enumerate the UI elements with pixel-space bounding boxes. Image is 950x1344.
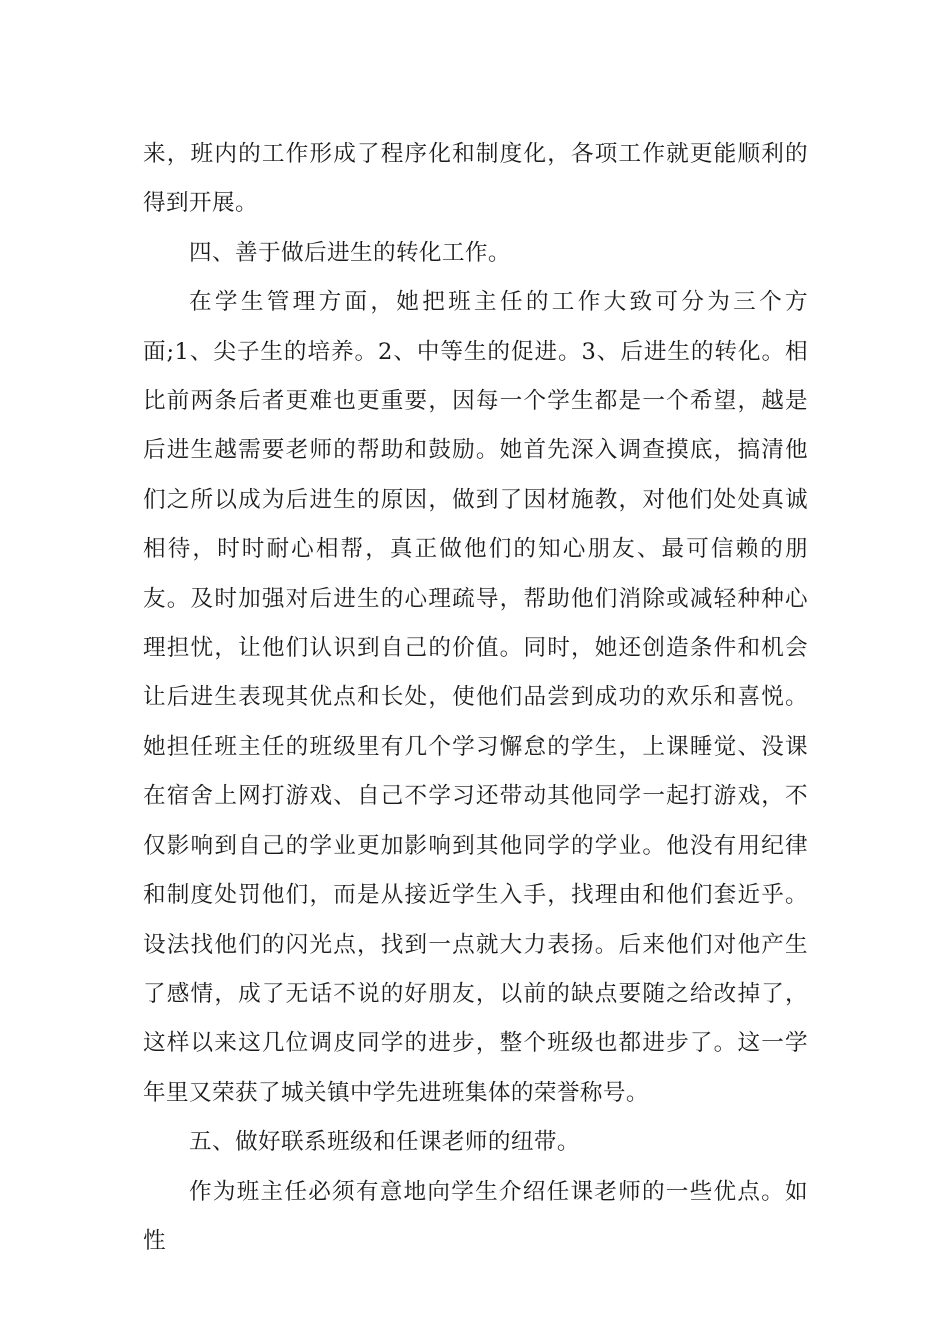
paragraph-continuation: 来，班内的工作形成了程序化和制度化，各项工作就更能顺利的得到开展。 (143, 141, 808, 217)
paragraph-student-management: 在学生管理方面，她把班主任的工作大致可分为三个方面;1、尖子生的培养。2、中等生的促进。3、后进生的转化。相比前两条后者更难也更重要，因每一个学生都是一个希望，越是后进生越需要老师的帮助和鼓励。她首先深入调查摸底，搞清他们之所以成为后进生的原因，做到了因材施教，对他们处处真诚相待，时时耐心相帮，真正做他们的知心朋友、最可信赖的朋友。及时加强对后进生的心理疏导，帮助他们消除或减轻种种心理担忧，让他们认识到自己的价值。同时，她还创造条件和机会让后进生表现其优点和长处，使他们品尝到成功的欢乐和喜悦。她担任班主任的班级里有几个学习懈怠的学生，上课睡觉、没课在宿舍上网打游戏、自己不学习还带动其他同学一起打游戏，不仅影响到自己的学业更加影响到其他同学的学业。他没有用纪律和制度处罚他们，而是从接近学生入手，找理由和他们套近乎。设法找他们的闪光点，找到一点就大力表扬。后来他们对他产生了感情，成了无话不说的好朋友，以前的缺点要随之给改掉了，这样以来这几位调皮同学的进步，整个班级也都进步了。这一学年里又荣获了城关镇中学先进班集体的荣誉称号。 (143, 289, 808, 1106)
document-body (143, 130, 808, 1266)
section-heading-five: 五、做好联系班级和任课老师的纽带。 (189, 1129, 580, 1156)
section-heading-four: 四、善于做后进生的转化工作。 (189, 239, 511, 266)
paragraph-teacher-liaison: 作为班主任必须有意地向学生介绍任课老师的一些优点。如性 (143, 1178, 808, 1254)
